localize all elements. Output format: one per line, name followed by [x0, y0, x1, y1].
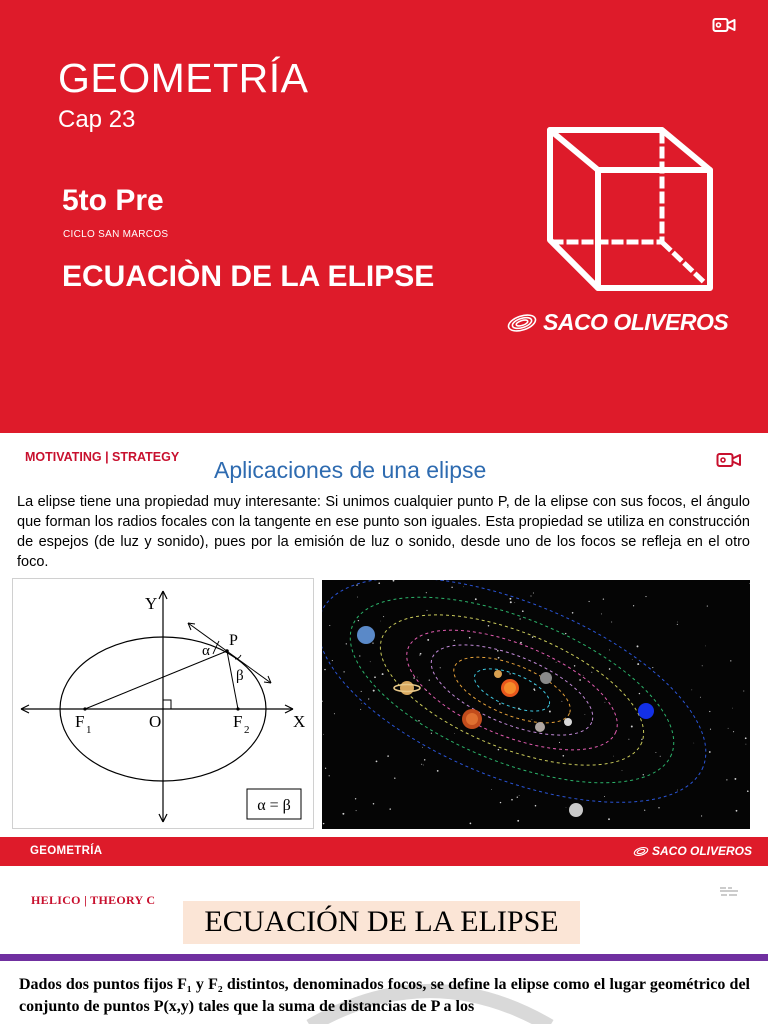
star-dot [346, 643, 347, 644]
formula-icon [718, 884, 740, 898]
star-dot [745, 737, 747, 739]
star-dot [533, 593, 534, 594]
star-dot [373, 803, 375, 805]
star-dot [700, 697, 701, 698]
star-dot [608, 818, 610, 820]
video-camera-icon[interactable] [716, 451, 742, 469]
star-dot [451, 587, 452, 588]
beta-label: β [236, 668, 244, 684]
star-dot [710, 729, 711, 730]
star-dot [429, 679, 430, 680]
star-dot [609, 668, 611, 670]
star-dot [572, 612, 574, 614]
star-dot [701, 815, 702, 816]
star-dot [325, 768, 326, 769]
footer-brand-logo [633, 844, 752, 858]
star-dot [559, 742, 560, 743]
ellipse-diagram [12, 578, 314, 829]
point-label: P [229, 632, 238, 649]
star-dot [736, 810, 738, 812]
slide-title: ECUACIÓN DE LA ELIPSE [204, 905, 559, 938]
star-dot [322, 701, 323, 702]
star-dot [343, 671, 344, 672]
star-dot [454, 733, 455, 734]
star-dot [522, 610, 524, 612]
star-dot [709, 751, 711, 753]
star-dot [329, 775, 330, 776]
video-camera-icon[interactable] [712, 16, 736, 34]
star-dot [637, 663, 639, 665]
focus2-label: F [233, 712, 243, 731]
star-dot [511, 799, 513, 801]
solar-system-image [322, 580, 750, 829]
star-dot [424, 759, 425, 760]
star-dot [534, 690, 535, 691]
focus2-subscript: 2 [244, 724, 250, 736]
footer-brand-name: SACO OLIVEROS [652, 844, 753, 858]
star-dot [356, 810, 357, 811]
star-dot [639, 693, 640, 694]
star-dot [585, 714, 586, 715]
star-dot [360, 709, 361, 710]
section-tag: MOTIVATING | STRATEGY [25, 450, 180, 464]
star-dot [563, 755, 565, 757]
star-dot [469, 637, 471, 639]
star-dot [517, 820, 519, 822]
star-dot [574, 665, 575, 666]
star-dot [631, 726, 633, 728]
star-dot [693, 743, 694, 744]
star-dot [747, 790, 749, 792]
star-dot [418, 720, 419, 721]
star-dot [652, 667, 653, 668]
star-dot [556, 662, 557, 663]
star-dot [509, 673, 510, 674]
star-dot [565, 633, 566, 634]
definition-text: Dados dos puntos fijos F₁ y F₂ distintos, denominados focos, se define la elipse como el lugar geométrico del conjunto de puntos P(x,y) tales que la suma de distancias de P a los [19, 976, 750, 1015]
star-dot [677, 624, 678, 625]
star-dot [431, 733, 432, 734]
star-dot [509, 598, 511, 600]
star-dot [609, 649, 610, 650]
star-dot [454, 640, 455, 641]
star-dot [548, 658, 549, 659]
star-dot [644, 810, 645, 811]
star-dot [380, 621, 381, 622]
planet-icon [638, 703, 654, 719]
star-dot [566, 807, 567, 808]
star-dot [498, 657, 500, 659]
brand-logo-icon [633, 846, 649, 857]
star-dot [323, 823, 324, 824]
star-dot [561, 701, 562, 702]
star-dot [514, 602, 515, 603]
star-dot [470, 823, 472, 825]
star-dot [535, 805, 537, 807]
footer-subject: GEOMETRÍA [30, 845, 103, 857]
star-dot [591, 672, 592, 673]
cycle-label: CICLO SAN MARCOS [63, 229, 169, 240]
equation-label: α = β [257, 797, 291, 814]
star-dot [677, 790, 678, 791]
star-dot [622, 770, 623, 771]
star-dot [749, 583, 750, 584]
star-dot [611, 622, 612, 623]
title-box [183, 901, 580, 944]
star-dot [475, 598, 477, 600]
star-dot [655, 752, 656, 753]
star-dot [497, 650, 499, 652]
star-dot [510, 601, 512, 603]
star-dot [389, 808, 390, 809]
subject-title: GEOMETRÍA [58, 55, 309, 101]
star-dot [383, 616, 384, 617]
star-dot [702, 665, 703, 666]
star-dot [372, 642, 373, 643]
focus1-subscript: 1 [86, 724, 92, 736]
x-axis-label: X [293, 712, 306, 731]
star-dot [613, 756, 614, 757]
star-dot [422, 747, 423, 748]
star-dot [437, 770, 439, 772]
star-dot [519, 618, 520, 619]
star-dot [641, 739, 642, 740]
focal-radius-1 [85, 651, 227, 709]
star-dot [334, 713, 335, 714]
star-dot [734, 778, 736, 780]
star-dot [394, 778, 395, 779]
star-dot [378, 582, 380, 584]
star-dot [498, 749, 500, 751]
star-dot [743, 691, 744, 692]
star-dot [421, 764, 422, 765]
star-dot [329, 625, 330, 626]
topic-title: ECUACIÒN DE LA ELIPSE [62, 260, 435, 293]
brand-name: SACO OLIVEROS [543, 309, 729, 335]
star-dot [549, 711, 551, 713]
section-tag: HELICO | THEORY C [31, 893, 156, 907]
star-dot [604, 796, 605, 797]
star-dot [632, 659, 633, 660]
cover-slide [0, 0, 768, 433]
star-dot [658, 807, 659, 808]
star-dot [323, 734, 324, 735]
star-dot [488, 625, 490, 627]
star-dot [374, 676, 376, 678]
star-dot [413, 677, 415, 679]
star-dot [707, 606, 708, 607]
star-dot [637, 645, 639, 647]
star-dot [463, 586, 464, 587]
star-dot [732, 708, 733, 709]
star-dot [745, 744, 746, 745]
star-dot [419, 655, 420, 656]
star-dot [500, 802, 501, 803]
star-dot [728, 728, 729, 729]
origin-label: O [149, 712, 162, 731]
star-dot [426, 610, 427, 611]
star-dot [417, 677, 418, 678]
star-dot [427, 639, 429, 641]
star-dot [726, 779, 727, 780]
star-dot [420, 653, 422, 655]
saturn-icon [400, 681, 414, 695]
brand-logo-icon [506, 313, 538, 333]
brand-logo [506, 309, 728, 336]
planet-icon [569, 803, 583, 817]
slide-heading: Aplicaciones de una elipse [214, 457, 487, 483]
footer-bar [0, 837, 768, 866]
planet-icon [540, 672, 552, 684]
star-dot [423, 765, 424, 766]
planet-icon [535, 722, 545, 732]
star-dot [370, 661, 371, 662]
star-dot [332, 660, 333, 661]
star-dot [660, 756, 661, 757]
star-dot [357, 597, 358, 598]
star-dot [499, 703, 501, 705]
star-dot [677, 622, 678, 623]
star-dot [605, 702, 606, 703]
star-dot [426, 592, 427, 593]
star-dot [373, 690, 375, 692]
star-dot [382, 673, 384, 675]
star-dot [709, 711, 710, 712]
star-dot [579, 679, 581, 681]
star-dot [356, 585, 357, 586]
star-dot [520, 642, 522, 644]
planet-icon [357, 626, 375, 644]
star-dot [440, 667, 441, 668]
alpha-label: α [202, 643, 210, 659]
planet-icon [494, 670, 502, 678]
star-dot [361, 691, 362, 692]
star-dot [628, 739, 629, 740]
star-dot [361, 703, 362, 704]
y-axis-label: Y [145, 594, 158, 613]
star-dot [376, 761, 378, 763]
star-dot [359, 655, 360, 656]
star-dot [532, 636, 533, 637]
motivation-slide [0, 433, 768, 866]
grade-label: 5to Pre [62, 184, 164, 217]
star-dot [643, 774, 644, 775]
star-dot [368, 698, 369, 699]
star-dot [387, 755, 389, 757]
star-dot [517, 796, 518, 797]
chapter-label: Cap 23 [58, 106, 136, 133]
star-dot [645, 596, 646, 597]
star-dot [583, 675, 584, 676]
cube-icon [540, 122, 716, 298]
star-dot [355, 798, 356, 799]
star-dot [691, 690, 692, 691]
star-dot [733, 731, 734, 732]
focus1-label: F [75, 712, 85, 731]
divider-rule [0, 954, 768, 961]
theory-slide [0, 866, 768, 1024]
star-dot [603, 598, 604, 599]
star-dot [519, 795, 520, 796]
star-dot [342, 813, 344, 815]
body-text: La elipse tiene una propiedad muy interesante: Si unimos cualquier punto P, de la elipse con sus focos, el ángulo que forman los radios focales con la tangente en ese punto son iguales. Esta propiedad se utiliza en construcción de espejos (de luz y sonido), pues por la emisión de luz o sonido, desde uno de los focos se refleja en el otro foco. [17, 494, 750, 570]
star-dot [530, 595, 531, 596]
star-dot [589, 601, 590, 602]
star-dot [393, 580, 395, 582]
star-dot [601, 613, 602, 614]
star-dot [730, 660, 731, 661]
star-dot [705, 646, 706, 647]
star-dot [532, 719, 533, 720]
star-dot [324, 669, 325, 670]
star-dot [358, 620, 359, 621]
star-dot [491, 789, 492, 790]
star-dot [633, 605, 634, 606]
planet-icon [564, 718, 572, 726]
